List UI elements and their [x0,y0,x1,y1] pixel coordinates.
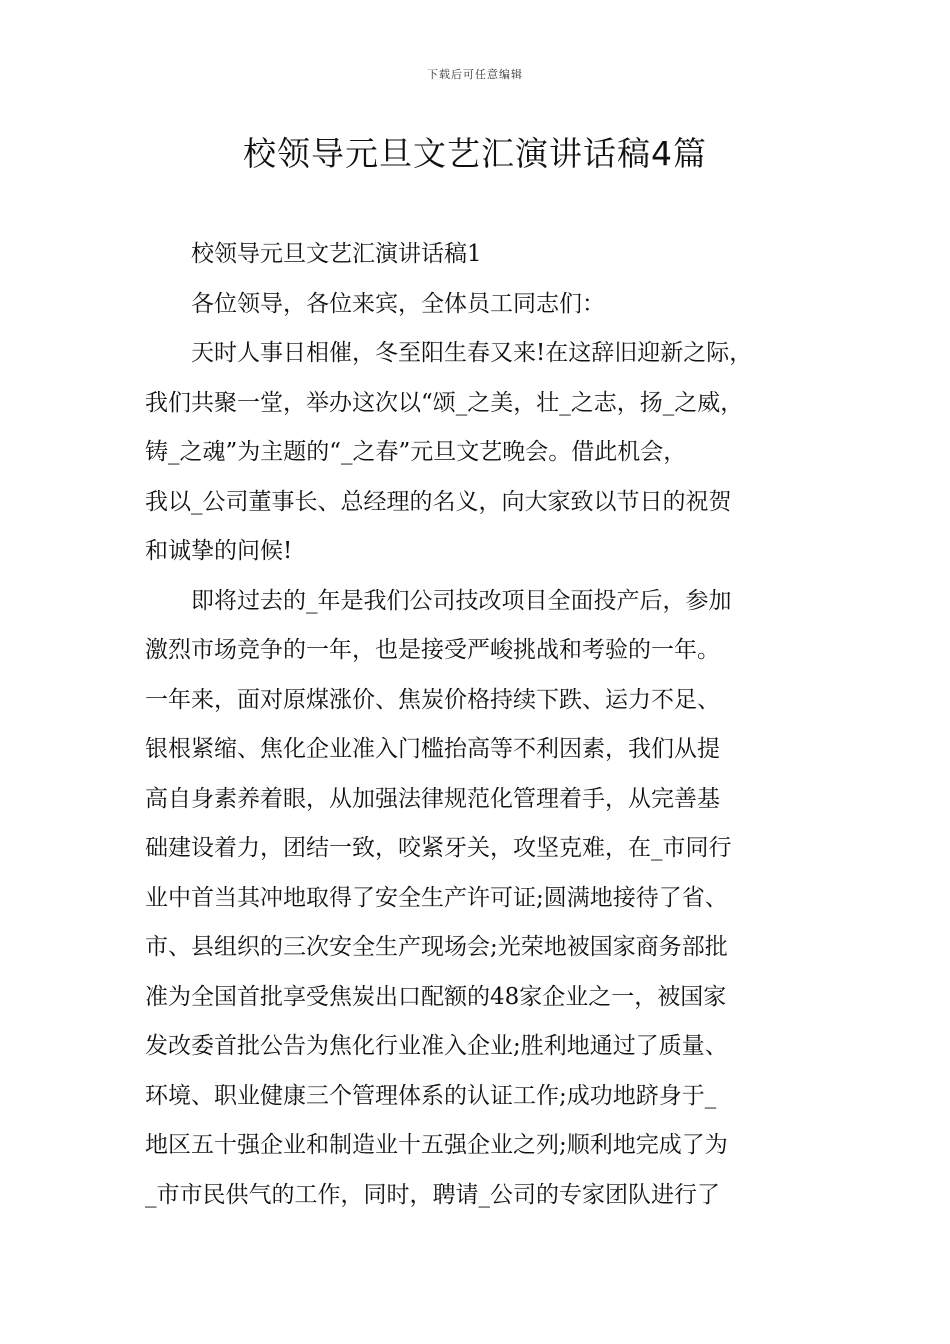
paragraph-line: 准为全国首批享受焦炭出口配额的48家企业之一，被国家 [145,983,727,1010]
paragraph-line: 发改委首批公告为焦化行业准入企业;胜利地通过了质量、 [145,1033,728,1059]
paragraph-line: 即将过去的_年是我们公司技改项目全面投产后，参加 [191,587,732,614]
paragraph-line: 高自身素养着眼，从加强法律规范化管理着手，从完善基 [145,785,720,812]
document-body [145,230,817,1220]
paragraph-line: 我们共聚一堂，举办这次以“颂_之美，壮_之志，扬_之威， [145,389,744,416]
paragraph-1 [145,329,817,577]
paragraph-line: 天时人事日相催，冬至阳生春又来!在这辞旧迎新之际， [191,340,753,366]
paragraph-line: 业中首当其冲地取得了安全生产许可证;圆满地接待了省、 [145,884,728,911]
paragraph-line: 银根紧缩、焦化企业准入门槛抬高等不利因素，我们从提 [145,736,720,762]
speech-subtitle: 校领导元旦文艺汇演讲话稿1 [191,241,482,267]
paragraph-2 [145,577,817,1221]
paragraph-line: 环境、职业健康三个管理体系的认证工作;成功地跻身于_ [145,1082,717,1109]
paragraph-line: 和诚挚的问候! [145,538,293,564]
paragraph-line: _市市民供气的工作，同时，聘请_公司的专家团队进行了 [145,1181,720,1208]
paragraph-line: 我以_公司董事长、总经理的名义，向大家致以节日的祝贺 [145,488,732,515]
header-note: 下载后可任意编辑 [427,68,523,81]
paragraph-line: 地区五十强企业和制造业十五强企业之列;顺利地完成了为 [145,1132,728,1158]
paragraph-line: 铸_之魂”为主题的“_之春”元旦文艺晚会。借此机会， [145,439,687,465]
paragraph-line: 础建设着力，团结一致，咬紧牙关，攻坚克难，在_市同行 [145,835,732,861]
paragraph-line: 市、县组织的三次安全生产现场会;光荣地被国家商务部批 [145,934,728,960]
salutation: 各位领导，各位来宾，全体员工同志们： [191,290,605,317]
paragraph-line: 一年来，面对原煤涨价、焦炭价格持续下跌、运力不足、 [145,686,720,713]
document-title: 校领导元旦文艺汇演讲话稿4篇 [243,134,707,173]
paragraph-line: 激烈市场竞争的一年，也是接受严峻挑战和考验的一年。 [145,637,720,663]
